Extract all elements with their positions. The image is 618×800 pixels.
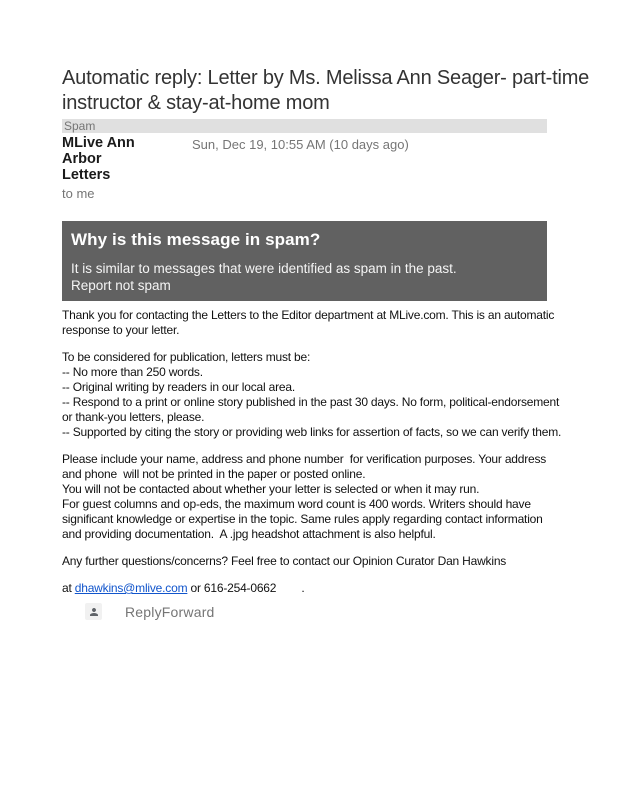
email-body	[62, 308, 564, 596]
spam-banner-description: It is similar to messages that were identified as spam in the past.	[71, 261, 457, 276]
recipient-label[interactable]: to me	[62, 186, 95, 201]
spam-banner	[62, 221, 547, 301]
spam-banner-title: Why is this message in spam?	[71, 230, 321, 249]
body-paragraph	[62, 452, 564, 542]
email-link[interactable]: dhawkins@mlive.com	[74, 581, 188, 595]
sender-column	[62, 135, 192, 184]
body-paragraph	[62, 554, 564, 569]
reply-button[interactable]: Reply	[125, 603, 162, 620]
sender-name[interactable]: MLive Ann Arbor Letters	[62, 135, 135, 183]
body-paragraph	[62, 350, 564, 440]
reply-forward-buttons	[125, 604, 215, 620]
contact-suffix: or 616-254-0662 .	[187, 581, 305, 595]
body-line: You will not be contacted about whether your letter is selected or when it may run.	[62, 482, 480, 496]
message-date: Sun, Dec 19, 10:55 AM (10 days ago)	[192, 137, 409, 152]
body-line: -- Original writing by readers in our local area.	[62, 380, 295, 394]
body-line: -- Supported by citing the story or providing web links for assertion of facts, so we can verify them.	[62, 425, 562, 439]
body-line: -- No more than 250 words.	[62, 365, 203, 379]
email-subject: Automatic reply: Letter by Ms. Melissa Ann Seager- part-time instructor & stay-at-home mom	[62, 67, 590, 114]
report-not-spam-button[interactable]: Report not spam	[71, 278, 171, 293]
body-line: For guest columns and op-eds, the maximum word count is 400 words. Writers should have significant knowledge or expertise in the topic. Same rules apply regarding contact information and providing documentation. A .jpg headshot attachment is also helpful.	[62, 497, 546, 541]
contact-prefix: at	[62, 581, 75, 595]
contact-line	[62, 581, 564, 596]
spam-label-chip[interactable]: Spam	[62, 119, 547, 133]
body-line: To be considered for publication, letters must be:	[62, 350, 311, 364]
person-icon[interactable]	[85, 603, 102, 620]
body-paragraph	[62, 308, 564, 338]
body-line: Thank you for contacting the Letters to the Editor department at MLive.com. This is an automatic response to your letter.	[62, 308, 558, 337]
message-meta	[62, 135, 618, 184]
message-footer	[62, 603, 618, 620]
body-line: Any further questions/concerns? Feel free to contact our Opinion Curator Dan Hawkins	[62, 554, 507, 568]
body-line: -- Respond to a print or online story published in the past 30 days. No form, political-endorsement or thank-you letters, please.	[62, 395, 563, 424]
body-line: Please include your name, address and phone number for verification purposes. Your address and phone will not be printed in the paper or posted online.	[62, 452, 550, 481]
forward-button[interactable]: Forward	[161, 603, 215, 620]
